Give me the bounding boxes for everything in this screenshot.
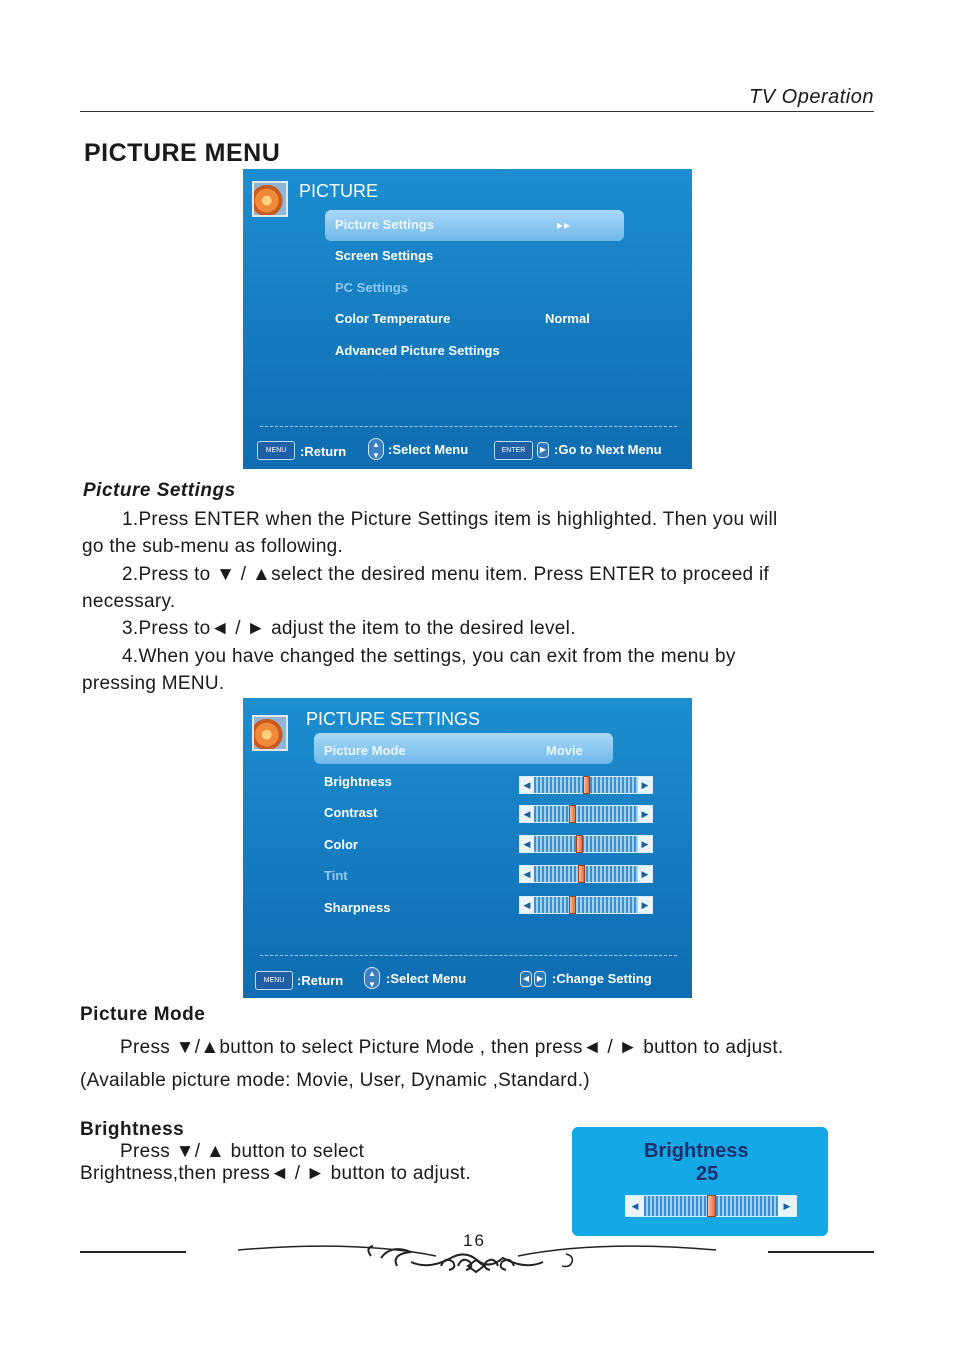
slider-left-arrow-icon[interactable]: ◀ (520, 806, 534, 822)
instruction-line: necessary. (82, 591, 176, 612)
page-number: 16 (463, 1231, 486, 1250)
slider-thumb[interactable] (707, 1195, 716, 1217)
tint-slider[interactable] (519, 865, 653, 883)
select-menu-hint: :Select Menu (386, 971, 467, 986)
double-arrow-right-icon: ▸▸ (557, 218, 572, 232)
instruction-line: 2.Press to ▼ / ▲select the desired menu item. Press ENTER to proceed if (122, 564, 770, 585)
picture-settings-icon (252, 715, 288, 751)
slider-right-arrow-icon[interactable]: ▶ (638, 897, 652, 913)
brightness-slider[interactable] (519, 776, 653, 794)
menu-item-brightness[interactable]: Brightness (324, 774, 392, 789)
slider-thumb[interactable] (569, 805, 576, 823)
picture-settings-heading: Picture Settings (83, 480, 236, 501)
popup-brightness-slider[interactable] (625, 1195, 797, 1217)
return-hint: :Return (297, 973, 344, 988)
up-down-key-icon: ▲ ▼ (368, 438, 384, 460)
right-key-icon: ▶ (537, 442, 549, 458)
menu-item-tint[interactable]: Tint (324, 868, 348, 883)
contrast-slider[interactable] (519, 805, 653, 823)
slider-left-arrow-icon[interactable]: ◀ (626, 1196, 644, 1216)
slider-left-arrow-icon[interactable]: ◀ (520, 866, 534, 882)
picture-mode-line: Press ▼/▲button to select Picture Mode , then press◄ / ► button to adjust. (120, 1037, 784, 1058)
menu-item-picture-mode[interactable]: Picture Mode (324, 743, 406, 758)
screen-title: PICTURE SETTINGS (306, 709, 481, 729)
slider-thumb[interactable] (576, 835, 583, 853)
instruction-line: go the sub-menu as following. (82, 536, 344, 557)
menu-item-screen-settings[interactable]: Screen Settings (335, 248, 434, 263)
menu-item-color[interactable]: Color (324, 837, 358, 852)
instruction-line: 3.Press to◄ / ► adjust the item to the desired level. (122, 618, 576, 639)
picture-settings-screen (243, 698, 692, 998)
left-key-icon: ◀ (520, 971, 532, 987)
brightness-line: Press ▼/ ▲ button to select (120, 1141, 365, 1162)
slider-thumb[interactable] (578, 865, 585, 883)
slider-right-arrow-icon[interactable]: ▶ (638, 777, 652, 793)
slider-right-arrow-icon[interactable]: ▶ (778, 1196, 796, 1216)
enter-key-icon: ENTER (494, 441, 533, 460)
screen-title: PICTURE (299, 181, 379, 201)
brightness-popup (572, 1127, 828, 1236)
footer-rule-right (768, 1251, 874, 1253)
page-title: PICTURE MENU (84, 139, 281, 167)
slider-left-arrow-icon[interactable]: ◀ (520, 836, 534, 852)
select-menu-hint: :Select Menu (388, 442, 469, 457)
picture-mode-value: Movie (546, 743, 583, 758)
instruction-line: 1.Press ENTER when the Picture Settings item is highlighted. Then you will (122, 509, 778, 530)
sharpness-slider[interactable] (519, 896, 653, 914)
section-header: TV Operation (749, 86, 874, 108)
brightness-line: Brightness,then press◄ / ► button to adjust. (80, 1163, 471, 1184)
return-hint: :Return (300, 444, 347, 459)
instruction-line: pressing MENU. (82, 673, 225, 694)
menu-key-icon: MENU (257, 441, 295, 460)
menu-item-advanced-picture-settings[interactable]: Advanced Picture Settings (335, 343, 500, 358)
slider-thumb[interactable] (583, 776, 590, 794)
slider-right-arrow-icon[interactable]: ▶ (638, 806, 652, 822)
menu-item-contrast[interactable]: Contrast (324, 805, 378, 820)
popup-label: Brightness (644, 1140, 749, 1162)
header-divider (80, 111, 874, 112)
menu-item-picture-settings[interactable]: Picture Settings (335, 217, 434, 232)
popup-value: 25 (696, 1163, 719, 1185)
picture-menu-icon (252, 181, 288, 217)
menu-item-color-temperature[interactable]: Color Temperature (335, 311, 451, 326)
menu-item-pc-settings[interactable]: PC Settings (335, 280, 408, 295)
slider-thumb[interactable] (569, 896, 576, 914)
next-menu-hint: :Go to Next Menu (554, 442, 662, 457)
color-temperature-value: Normal (545, 311, 590, 326)
slider-left-arrow-icon[interactable]: ◀ (520, 777, 534, 793)
color-slider[interactable] (519, 835, 653, 853)
up-down-key-icon: ▲ ▼ (364, 967, 380, 989)
slider-right-arrow-icon[interactable]: ▶ (638, 836, 652, 852)
footer-rule-left (80, 1251, 186, 1253)
footer-divider (260, 955, 677, 956)
menu-item-sharpness[interactable]: Sharpness (324, 900, 391, 915)
ornament-flourish-icon (236, 1238, 718, 1274)
picture-mode-heading: Picture Mode (80, 1004, 206, 1025)
footer-divider (260, 426, 677, 427)
change-setting-hint: :Change Setting (552, 971, 652, 986)
slider-left-arrow-icon[interactable]: ◀ (520, 897, 534, 913)
instruction-line: 4.When you have changed the settings, you can exit from the menu by (122, 646, 736, 667)
right-key-icon: ▶ (534, 971, 546, 987)
menu-key-icon: MENU (255, 971, 293, 990)
slider-right-arrow-icon[interactable]: ▶ (638, 866, 652, 882)
brightness-heading: Brightness (80, 1119, 185, 1140)
picture-mode-line: (Available picture mode: Movie, User, Dynamic ,Standard.) (80, 1070, 590, 1091)
picture-menu-screen (243, 169, 692, 469)
